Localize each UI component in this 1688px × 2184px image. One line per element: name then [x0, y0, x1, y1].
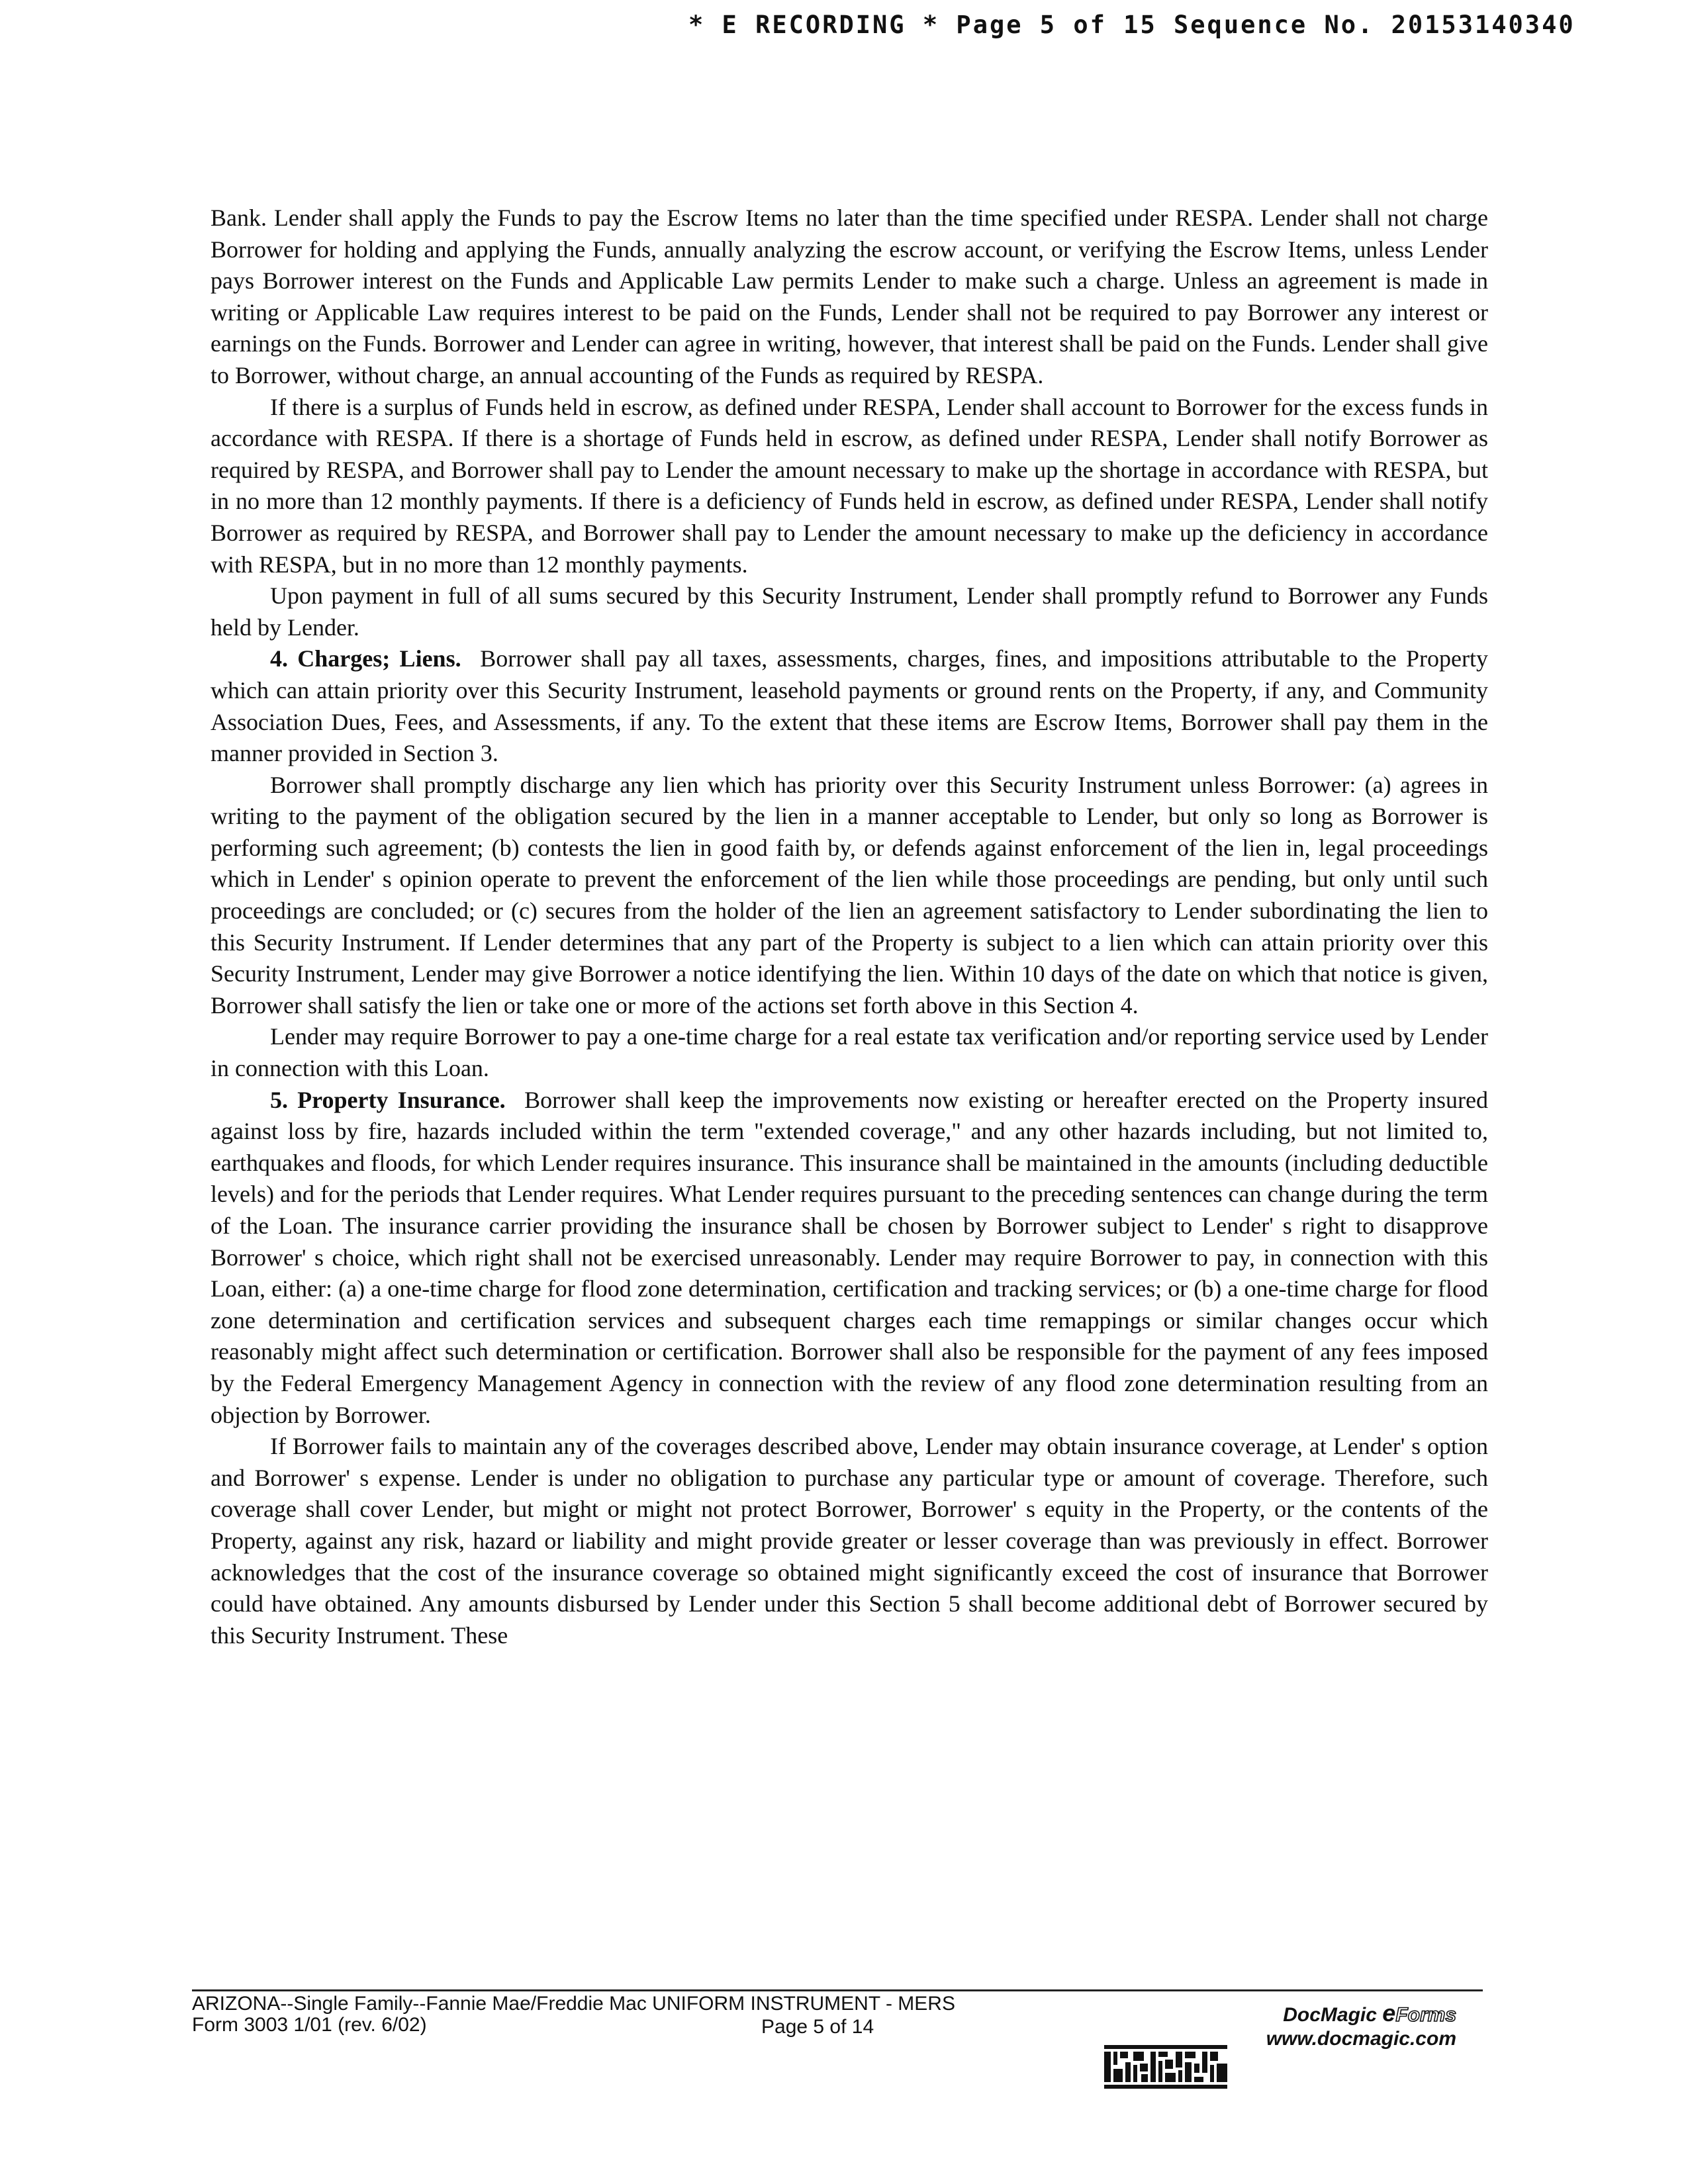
paragraph-refund: Upon payment in full of all sums secured by this Security Instrument, Lender shall promptly refund to Borrower any Funds held by Lender.: [211, 582, 1488, 641]
paragraph-escrow-surplus: If there is a surplus of Funds held in escrow, as defined under RESPA, Lender shall account to Borrower for the excess funds in accordance with RESPA. If there is a shortage of Funds held in escrow, as defined under RESPA, Lender shall notify Borrower as required by RESPA, and Borrower shall pay to Lender the amount necessary to make up the shortage in accordance with RESPA, but in no more than 12 monthly payments. If there is a deficiency of Funds held in escrow, as defined under RESPA, Lender shall notify Borrower as required by RESPA, and Borrower shall pay to Lender the amount necessary to make up the deficiency in accordance with RESPA, but in no more than 12 monthly payments.: [211, 393, 1488, 578]
document-body: [211, 203, 1488, 1651]
section-4-paragraph: [211, 643, 1488, 769]
section-4-text: Borrower shall pay all taxes, assessments, charges, fines, and impositions attributable to the Property which can attain priority over this Security Instrument, leasehold payments or ground rents on the Property, if any, and Community Association Dues, Fees, and Assessments, if any. To the extent that these items are Escrow Items, Borrower shall pay them in the manner provided in Section 3.: [211, 645, 1489, 767]
paragraph-escrow-bank: Bank. Lender shall apply the Funds to pay the Escrow Items no later than the time specified under RESPA. Lender shall not charge Borrower for holding and applying the Funds, annually analyzing the escrow account, or verifying the Escrow Items, unless Lender pays Borrower interest on the Funds and Applicable Law permits Lender to make such a charge. Unless an agreement is made in writing or Applicable Law requires interest to be paid on the Funds, Lender shall not be required to pay Borrower any interest or earnings on the Funds. Borrower and Lender can agree in writing, however, that interest shall be paid on the Funds. Lender shall give to Borrower, without charge, an annual accounting of the Funds as required by RESPA.: [211, 205, 1488, 388]
brand-name: DocMagic: [1283, 2004, 1377, 2026]
paragraph-insurance-coverage: If Borrower fails to maintain any of the coverages described above, Lender may obtain insurance coverage, at Lender' s option and Borrower' s expense. Lender is under no obligation to purchase any particular type or amount of coverage. Therefore, such coverage shall cover Lender, but might or might not protect Borrower, Borrower' s equity in the Property, or the contents of the Property, against any risk, hazard or liability and might provide greater or lesser coverage than was previously in effect. Borrower acknowledges that the cost of the insurance coverage so obtained might significantly exceed the cost of insurance that Borrower could have obtained. Any amounts disbursed by Lender under this Section 5 shall become additional debt of Borrower secured by this Security Instrument. These: [211, 1433, 1488, 1649]
paragraph-lien-discharge: Borrower shall promptly discharge any lien which has priority over this Security Instrument unless Borrower: (a) agrees in writing to the payment of the obligation secured by the lien in a manner acceptable to Lender, but only so long as Borrower is performing such agreement; (b) contests the lien in good faith by, or defends against enforcement of the lien in, legal proceedings which in Lender' s opinion operate to prevent the enforcement of the lien while those proceedings are pending, but only until such proceedings are concluded; or (c) secures from the holder of the lien an agreement satisfactory to Lender subordinating the lien to this Security Instrument. If Lender determines that any part of the Property is subject to a lien which can attain priority over this Security Instrument, Lender may give Borrower a notice identifying the lien. Within 10 days of the date on which that notice is given, Borrower shall satisfy the lien or take one or more of the actions set forth above in this Section 4.: [211, 771, 1488, 1019]
section-4-heading: 4. Charges; Liens.: [270, 645, 461, 672]
section-5-heading: 5. Property Insurance.: [270, 1086, 506, 1113]
footer-form-title: ARIZONA--Single Family--Fannie Mae/Freddie Mac UNIFORM INSTRUMENT - MERS: [192, 1993, 955, 2015]
recording-header: * E RECORDING * Page 5 of 15 Sequence No. 20153140340: [688, 11, 1575, 39]
section-5-paragraph: [211, 1085, 1488, 1432]
footer-page-number: Page 5 of 14: [761, 2016, 874, 2038]
barcode-icon: [1103, 2044, 1229, 2090]
brand-e: e: [1382, 1999, 1396, 2026]
paragraph-tax-verification: Lender may require Borrower to pay a one-time charge for a real estate tax verification and/or reporting service used by Lender in connection with this Loan.: [211, 1023, 1488, 1082]
docmagic-logo: [1258, 2001, 1456, 2051]
footer-form-number: Form 3003 1/01 (rev. 6/02): [192, 2014, 427, 2036]
brand-url: www.docmagic.com: [1266, 2028, 1456, 2050]
brand-forms: Forms: [1395, 2004, 1456, 2026]
section-5-text: Borrower shall keep the improvements now existing or hereafter erected on the Property insured against loss by fire, hazards included within the term "extended coverage," and any other hazards including, but not limited to, earthquakes and floods, for which Lender requires insurance. This insurance shall be maintained in the amounts (including deductible levels) and for the periods that Lender requires. What Lender requires pursuant to the preceding sentences can change during the term of the Loan. The insurance carrier providing the insurance shall be chosen by Borrower subject to Lender' s right to disapprove Borrower' s choice, which right shall not be exercised unreasonably. Lender may require Borrower to pay, in connection with this Loan, either: (a) a one-time charge for flood zone determination, certification and tracking services; or (b) a one-time charge for flood zone determination and certification services and subsequent charges each time remappings or similar changes occur which reasonably might affect such determination or certification. Borrower shall also be responsible for the payment of any fees imposed by the Federal Emergency Management Agency in connection with the review of any flood zone determination resulting from an objection by Borrower.: [211, 1086, 1489, 1428]
footer-divider: [192, 1989, 1483, 1991]
